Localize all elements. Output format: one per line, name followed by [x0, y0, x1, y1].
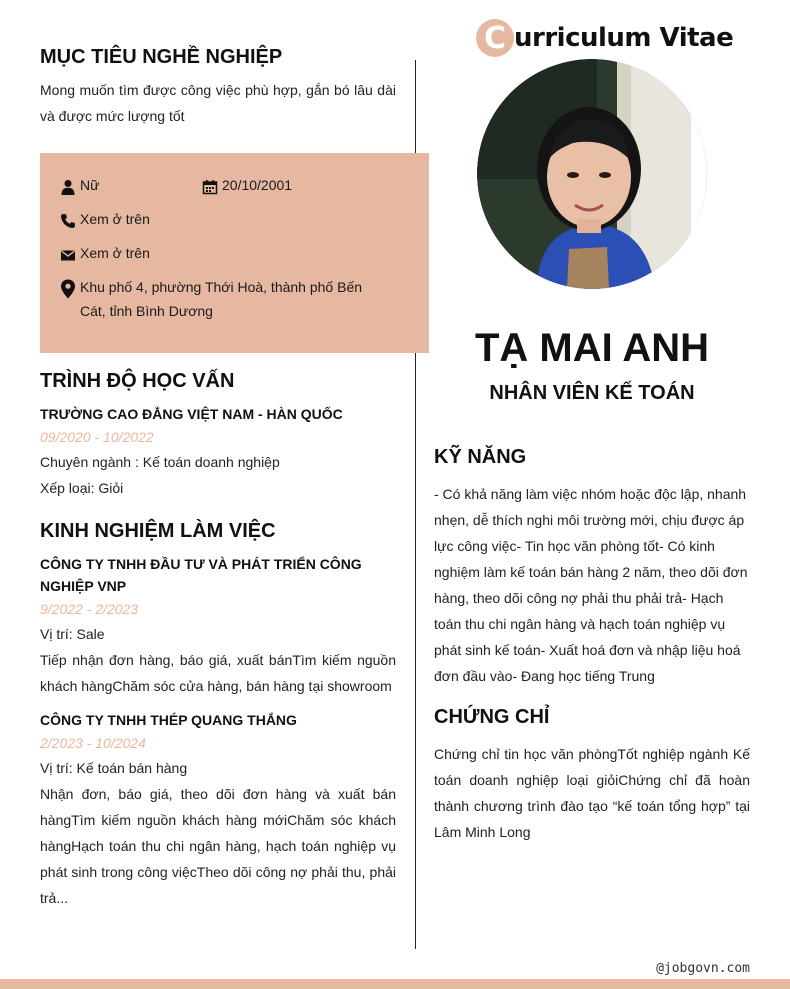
certificates-text: Chứng chỉ tin học văn phòngTốt nghiệp ngành Kế toán doanh nghiệp loại giỏiChứng chỉ đã hoàn thành chương trình đào tạo “kế toán tổng hợp” tại Lâm Minh Long [434, 746, 750, 840]
certificates-section [434, 706, 750, 845]
skills-text: - Có khả năng làm việc nhóm hoặc độc lập, nhanh nhẹn, dễ thích nghi môi trường mới, chịu được áp lực công việc- Tin học văn phòng tốt- Có kinh nghiệm làm kế toán bán hàng 2 năm, theo dõi đơn hàng, theo dõi công nợ phải thu phải trả- Hạch toán thu chi ngân hàng và hạch toán nghiệp vụ phát sinh kế toán- Xuất hoá đơn và nhập liệu hoá đơn đầu vào- Đang học tiếng Trung [434, 486, 748, 684]
education-dates: 09/2020 - 10/2022 [40, 429, 154, 445]
contact-email [60, 245, 150, 263]
logo-text: urriculum Vitae [514, 23, 734, 53]
calendar-icon [202, 179, 218, 195]
job-company: CÔNG TY TNHH THÉP QUANG THẮNG [40, 712, 297, 728]
objective-section [40, 46, 396, 129]
education-section [40, 370, 396, 501]
education-title: TRÌNH ĐỘ HỌC VẤN [40, 370, 235, 392]
phone-value: Xem ở trên [80, 211, 150, 227]
experience-title: KINH NGHIỆM LÀM VIỆC [40, 520, 276, 542]
phone-icon [60, 213, 76, 229]
contact-box [40, 153, 429, 353]
contact-address [60, 279, 390, 323]
location-pin-icon [60, 279, 76, 299]
footer-bar [0, 979, 790, 989]
candidate-name: TẠ MAI ANH [474, 326, 710, 370]
job-entry [40, 709, 396, 911]
email-value: Xem ở trên [80, 245, 150, 261]
job-company: CÔNG TY TNHH ĐẦU TƯ VÀ PHÁT TRIỂN CÔNG NGHIỆP VNP [40, 556, 362, 594]
address-value: Khu phố 4, phường Thới Hoà, thành phố Bến Cát, tỉnh Bình Dương [80, 279, 363, 319]
certificates-title: CHỨNG CHỈ [434, 706, 550, 728]
portrait-illustration [477, 59, 707, 289]
job-position: Vị trí: Sale [40, 626, 105, 642]
job-dates: 9/2022 - 2/2023 [40, 601, 139, 617]
objective-text: Mong muốn tìm được công việc phù hợp, gắn bó lâu dài và được mức lượng tốt [40, 82, 396, 124]
job-entry [40, 553, 396, 699]
profile-photo [477, 59, 707, 289]
footer-watermark: @jobgovn.com [656, 961, 750, 976]
school-name: TRƯỜNG CAO ĐẲNG VIỆT NAM - HÀN QUỐC [40, 406, 343, 422]
education-grade: Xếp loại: Giỏi [40, 480, 124, 496]
job-dates: 2/2023 - 10/2024 [40, 735, 146, 751]
birthday-value: 20/10/2001 [222, 177, 293, 193]
education-major: Chuyên ngành : Kế toán doanh nghiệp [40, 454, 280, 470]
gender-value: Nữ [80, 177, 100, 193]
envelope-icon [60, 247, 76, 263]
contact-birthday [202, 177, 292, 195]
skills-title: KỸ NĂNG [434, 446, 527, 468]
job-description: Tiếp nhận đơn hàng, báo giá, xuất bánTìm kiếm nguồn khách hàngChăm sóc cửa hàng, bán hàng tại showroom [40, 652, 396, 694]
job-description: Nhận đơn, báo giá, theo dõi đơn hàng và xuất bán hàngTìm kiếm nguồn khách hàng mớiChăm sóc khách hàngHạch toán thu chi ngân hàng, hạch toán nghiệp vụ phát sinh trong công việcTheo dõi công nợ phải thu, phải trả... [40, 786, 396, 906]
logo-letter: C [476, 19, 514, 57]
person-icon [60, 179, 76, 195]
contact-phone [60, 211, 150, 229]
skills-section [434, 446, 750, 689]
candidate-role: NHÂN VIÊN KẾ TOÁN [489, 382, 695, 404]
contact-gender [60, 177, 99, 195]
job-position: Vị trí: Kế toán bán hàng [40, 760, 188, 776]
cv-logo [476, 16, 733, 60]
objective-title: MỤC TIÊU NGHỀ NGHIỆP [40, 46, 283, 68]
experience-section [40, 520, 396, 911]
